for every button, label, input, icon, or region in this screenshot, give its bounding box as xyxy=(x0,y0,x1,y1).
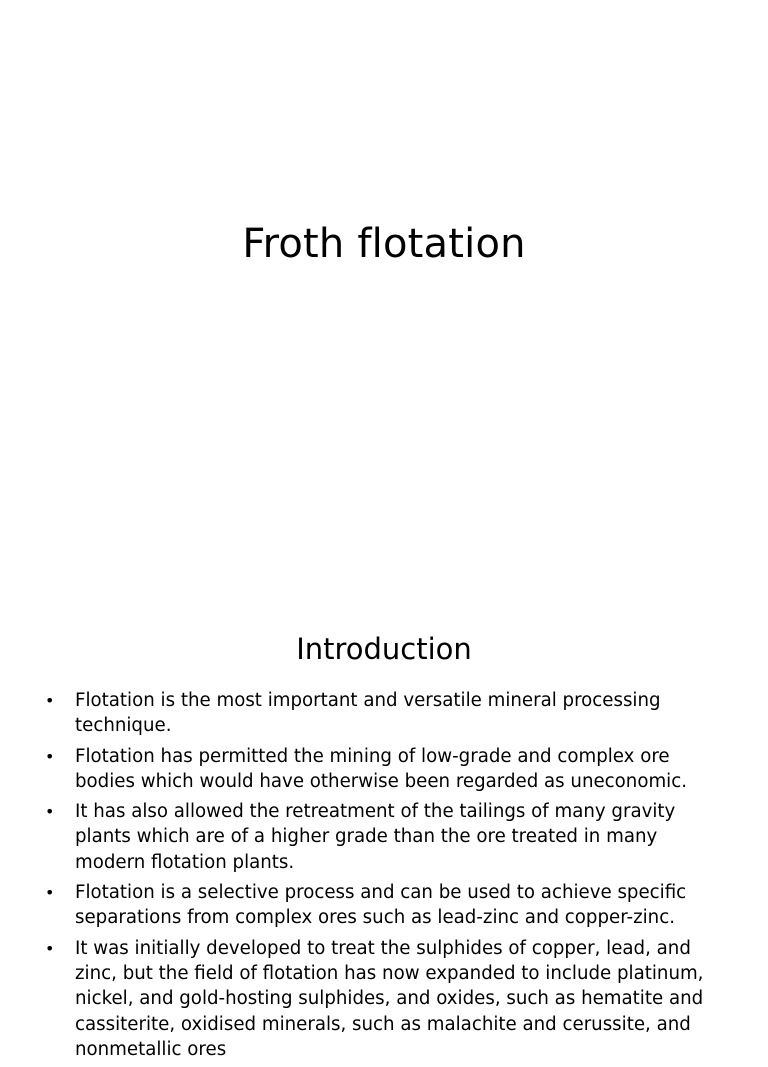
introduction-heading: Introduction xyxy=(296,632,472,666)
bullet-item xyxy=(45,688,725,739)
bullet-text: It has also allowed the retreatment of the tailings of many gravity plants which are of a higher grade than the ore treated in many modern flotation plants. xyxy=(75,801,676,873)
slide-introduction xyxy=(0,576,768,1060)
bullet-item xyxy=(45,880,725,931)
bullet-point-icon: • xyxy=(45,746,55,766)
bullet-text: Flotation is a selective process and can be used to achieve specific separations from complex ores such as lead-zinc and copper-zinc. xyxy=(75,882,687,929)
bullet-list xyxy=(45,688,725,1067)
bullet-text: Flotation has permitted the mining of low-grade and complex ore bodies which would have otherwise been regarded as uneconomic. xyxy=(75,745,688,792)
bullet-point-icon: • xyxy=(45,938,55,958)
bullet-point-icon: • xyxy=(45,802,55,822)
bullet-point-icon: • xyxy=(45,691,55,710)
bullet-item xyxy=(45,936,725,1062)
bullet-point-icon: • xyxy=(45,883,55,903)
bullet-text: Flotation is the most important and versatile mineral processing technique. xyxy=(75,690,661,737)
slide-title-heading: Froth flotation xyxy=(242,221,526,267)
bullet-text: It was initially developed to treat the sulphides of copper, lead, and zinc, but the field of flotation has now expanded to include platinum, nickel, and gold-hosting sulphides, and oxides, such as hematite and cassiterite, oxidised minerals, such as malachite and cerussite, and nonmetallic ores xyxy=(75,937,704,1060)
bullet-item xyxy=(45,744,725,795)
bullet-item xyxy=(45,799,725,875)
